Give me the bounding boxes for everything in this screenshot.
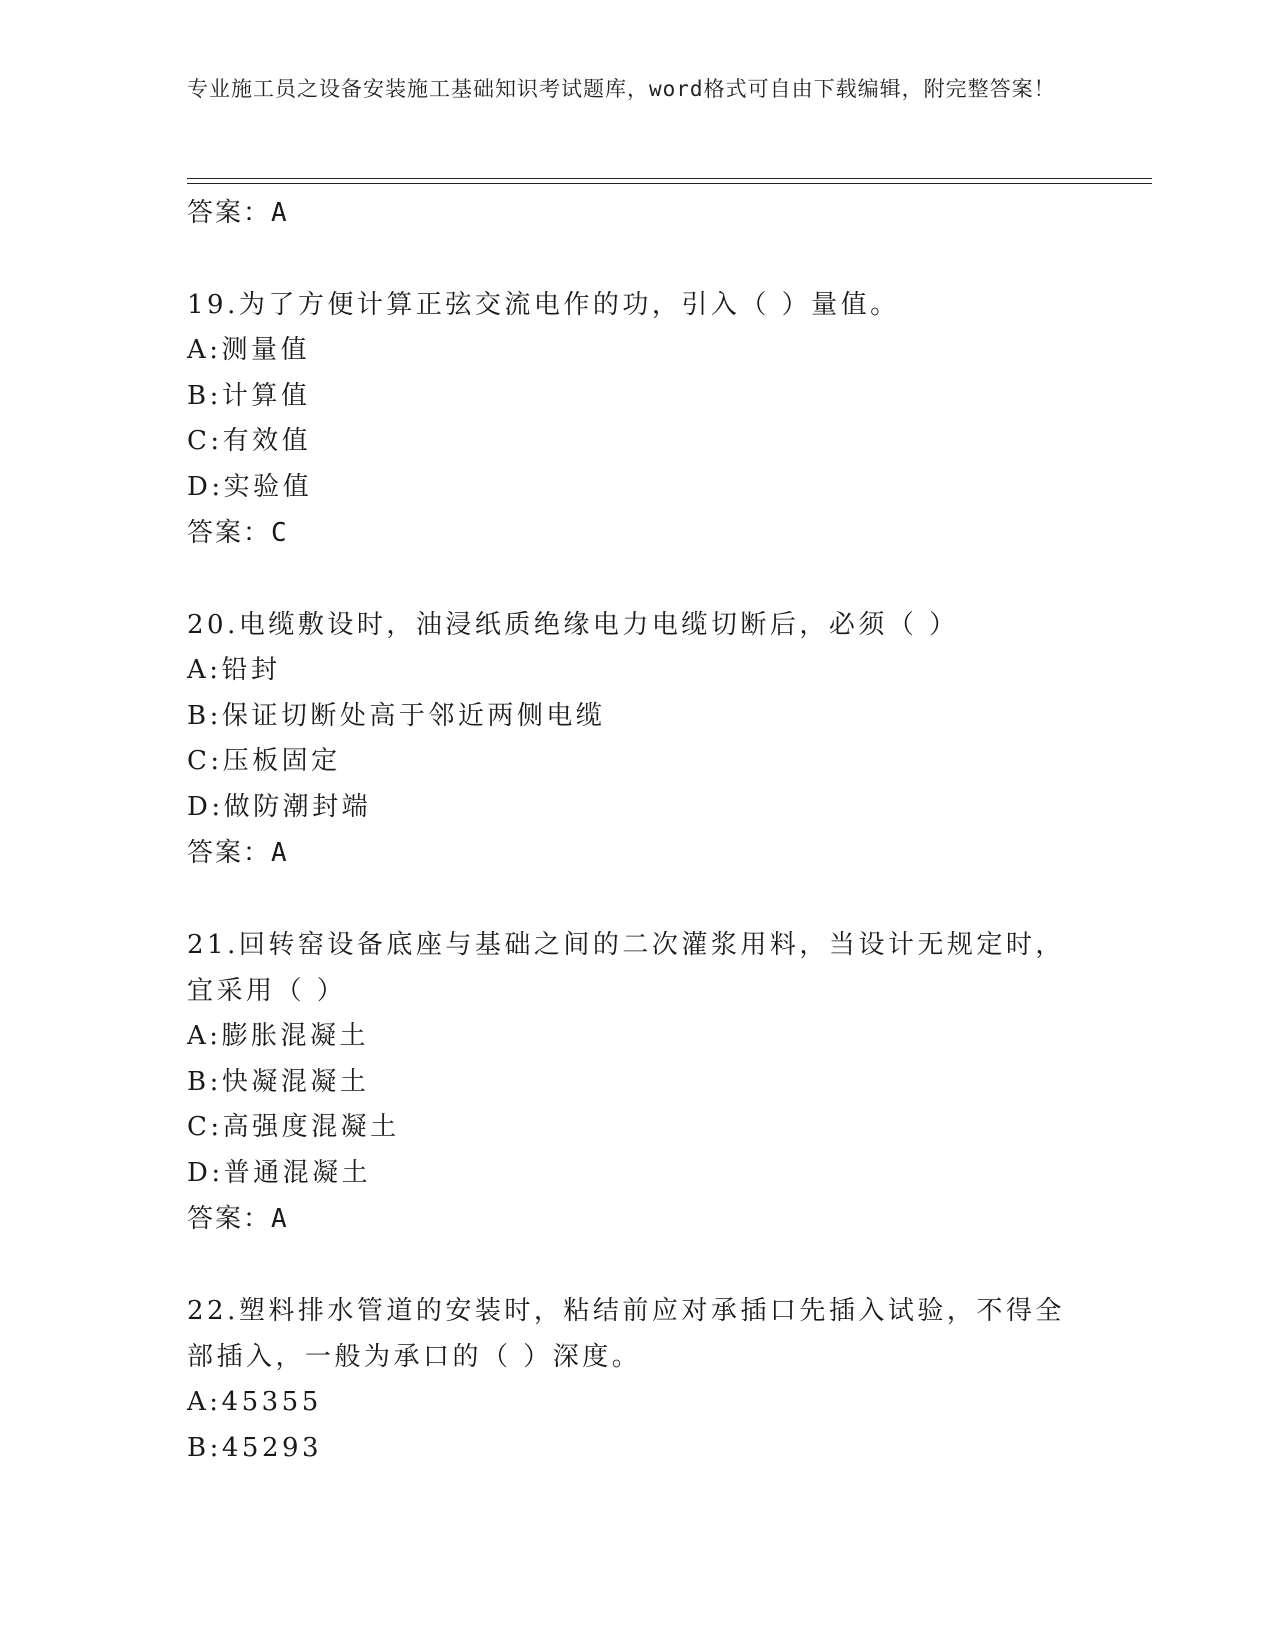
answer-line: 答案：A [187,198,289,228]
header-divider-top [187,178,1152,179]
question-stem: 22.塑料排水管道的安装时，粘结前应对承插口先插入试验，不得全部插入，一般为承口的（ ）深度。 [187,1296,1065,1372]
header-divider-bottom [187,183,1152,184]
option-c: C:有效值 [187,426,312,456]
question-content [187,190,1087,1471]
option-b: B:保证切断处高于邻近两侧电缆 [187,700,606,731]
option-a: A:测量值 [187,335,311,365]
document-header: 专业施工员之设备安装施工基础知识考试题库，word格式可自由下载编辑，附完整答案！ [187,77,1056,101]
question-stem: 21.回转窑设备底座与基础之间的二次灌浆用料，当设计无规定时，宜采用（ ） [187,930,1065,1006]
option-a: A:45355 [187,1387,322,1417]
answer-line: 答案：A [187,838,289,868]
answer-line: 答案：C [187,518,289,548]
option-c: C:高强度混凝土 [187,1112,400,1142]
question-19 [187,282,1087,556]
option-d: D:实验值 [187,471,313,502]
option-b: B:快凝混凝土 [187,1066,370,1097]
option-d: D:做防潮封端 [187,791,372,822]
question-stem: 20.电缆敷设时，油浸纸质绝缘电力电缆切断后，必须（ ） [187,610,959,640]
option-b: B:计算值 [187,380,311,411]
option-b: B:45293 [187,1432,323,1463]
option-a: A:铅封 [187,655,281,685]
question-21 [187,922,1087,1242]
option-a: A:膨胀混凝土 [187,1021,370,1051]
question-22 [187,1288,1087,1471]
question-stem: 19.为了方便计算正弦交流电作的功，引入（ ）量值。 [187,290,900,320]
question-20 [187,602,1087,876]
answer-line: 答案：A [187,1204,289,1234]
option-c: C:压板固定 [187,746,341,776]
option-d: D:普通混凝土 [187,1157,372,1188]
